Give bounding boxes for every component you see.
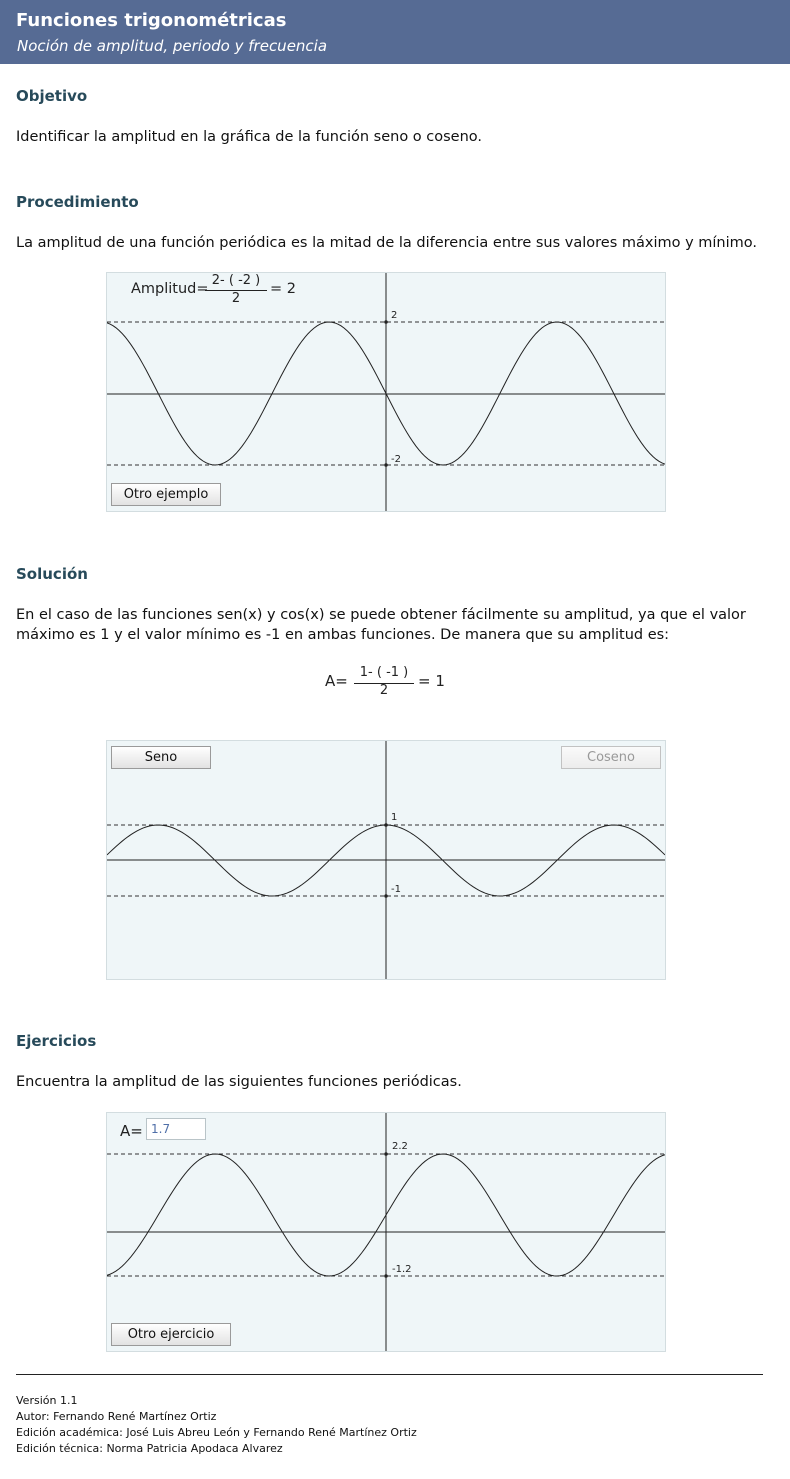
coseno-button[interactable]: Coseno: [561, 746, 661, 769]
amplitude-input-label: A=: [120, 1122, 143, 1140]
chart-exercise: [107, 1113, 665, 1351]
max-tick-label: 2: [391, 310, 398, 321]
amplitude-example-scene: [106, 272, 666, 512]
min-tick-label: -1: [391, 884, 401, 895]
amplitude-formula-label: Amplitud=: [131, 281, 209, 297]
chart-cosine: [107, 741, 665, 979]
solucion-result: = 1: [418, 672, 445, 690]
min-point: [384, 894, 388, 898]
solucion-heading: Solución: [16, 565, 88, 583]
page-subtitle: Noción de amplitud, periodo y frecuencia: [17, 37, 328, 55]
seno-coseno-scene: [106, 740, 666, 980]
min-tick-label: -1.2: [392, 1264, 412, 1275]
procedimiento-heading: Procedimiento: [16, 193, 139, 211]
max-tick-label: 2.2: [392, 1141, 408, 1152]
page-header: [0, 0, 790, 64]
max-tick-label: 1: [391, 812, 398, 823]
footer-divider: [16, 1374, 763, 1375]
footer-edicion-academica: Edición académica: José Luis Abreu León y Fernando René Martínez Ortiz: [16, 1426, 417, 1439]
otro-ejercicio-button[interactable]: Otro ejercicio: [111, 1323, 231, 1346]
procedimiento-text: La amplitud de una función periódica es la mitad de la diferencia entre sus valores máximo y mínimo.: [16, 235, 758, 251]
formula-result: = 2: [270, 281, 296, 297]
ejercicio-scene: [106, 1112, 666, 1352]
footer-autor: Autor: Fernando René Martínez Ortiz: [16, 1410, 217, 1423]
objetivo-text: Identificar la amplitud en la gráfica de la función seno o coseno.: [16, 129, 483, 145]
page-title: Funciones trigonométricas: [16, 10, 287, 31]
min-point: [384, 463, 388, 467]
formula-numerator: 2- ( -2 ): [211, 273, 261, 288]
max-point: [384, 320, 388, 324]
max-point: [384, 1152, 388, 1156]
seno-button[interactable]: Seno: [111, 746, 211, 769]
otro-ejemplo-button[interactable]: Otro ejemplo: [111, 483, 221, 506]
solucion-formula-label: A=: [325, 672, 348, 690]
solucion-denominator: 2: [379, 683, 389, 698]
objetivo-heading: Objetivo: [16, 87, 88, 105]
solucion-numerator: 1- ( -1 ): [359, 665, 409, 680]
footer-edicion-tecnica: Edición técnica: Norma Patricia Apodaca Alvarez: [16, 1442, 283, 1455]
min-point: [384, 1274, 388, 1278]
ejercicios-text: Encuentra la amplitud de las siguientes funciones periódicas.: [16, 1074, 462, 1090]
footer-version: Versión 1.1: [16, 1394, 78, 1407]
ejercicios-heading: Ejercicios: [16, 1032, 97, 1050]
amplitude-input[interactable]: [146, 1118, 206, 1140]
formula-denominator: 2: [231, 291, 241, 306]
solucion-text: En el caso de las funciones sen(x) y cos(x) se puede obtener fácilmente su amplitud, ya que el valor máximo es 1 y el valor mínimo es -1 en ambas funciones. De manera que su amplitud es:: [16, 607, 746, 643]
chart-example: [107, 273, 665, 511]
min-tick-label: -2: [391, 454, 401, 465]
